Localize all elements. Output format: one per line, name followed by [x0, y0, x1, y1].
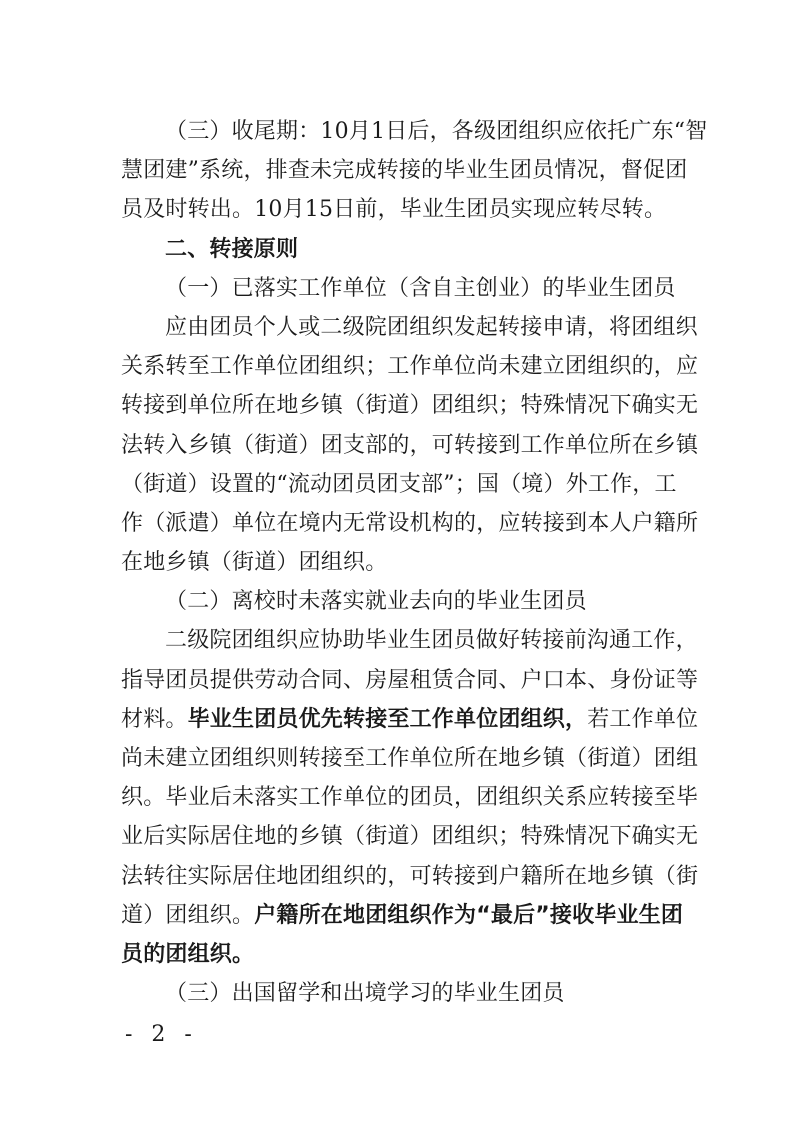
document-body: [121, 112, 708, 1013]
subsection-heading: （三）出国留学和出境学习的毕业生团员: [165, 981, 565, 1007]
text-line: 业后实际居住地的乡镇（街道）团组织；特殊情况下确实无: [121, 824, 699, 850]
text-line: 应由团员个人或二级院团组织发起转接申请，将团组织: [165, 314, 698, 340]
text-span: 材料。: [121, 706, 188, 732]
text-line: 法转往实际居住地团组织的，可转接到户籍所在地乡镇（街: [121, 863, 699, 889]
text-line: 在地乡镇（街道）团组织。: [121, 550, 388, 576]
emphasis-text: 户籍所在地团组织作为“最后”接收毕业生团: [254, 902, 684, 928]
text-line: （街道）设置的“流动团员团支部”；国（境）外工作，工: [121, 471, 677, 497]
text-line-mixed: [121, 896, 686, 935]
subsection-heading: （二）离校时未落实就业去向的毕业生团员: [165, 589, 587, 615]
text-line: 慧团建”系统，排查未完成转接的毕业生团员情况，督促团: [121, 158, 688, 184]
text-span: 道）团组织。: [121, 902, 255, 928]
section-heading: 二、转接原则: [165, 236, 299, 262]
text-line: 二级院团组织应协助毕业生团员做好转接前沟通工作，: [165, 628, 698, 654]
text-line: 指导团员提供劳动合同、房屋租赁合同、户口本、身份证等: [121, 667, 699, 693]
text-line: 转接到单位所在地乡镇（街道）团组织；特殊情况下确实无: [121, 393, 699, 419]
text-line: 作（派遣）单位在境内无常设机构的，应转接到本人户籍所: [121, 510, 699, 536]
text-line: 尚未建立团组织则转接至工作单位所在地乡镇（街道）团组: [121, 746, 699, 771]
text-span: 若工作单位: [587, 706, 699, 732]
text-line: 关系转至工作单位团组织；工作单位尚未建立团组织的，应: [121, 354, 699, 380]
subsection-heading: （一）已落实工作单位（含自主创业）的毕业生团员: [165, 275, 676, 301]
text-line: 法转入乡镇（街道）团支部的，可转接到工作单位所在乡镇: [121, 432, 699, 458]
page-number: - 2 -: [125, 1022, 198, 1047]
text-line: 织。毕业后未落实工作单位的团员，团组织关系应转接至毕: [121, 785, 699, 811]
text-line: 员及时转出。10月15日前，毕业生团员实现应转尽转。: [121, 197, 667, 223]
emphasis-text: 员的团组织。: [121, 941, 255, 967]
emphasis-text: 毕业生团员优先转接至工作单位团组织，: [187, 706, 588, 732]
text-line: （三）收尾期：10月1日后，各级团组织应依托广东“智: [165, 119, 708, 144]
text-line-mixed: [121, 700, 699, 739]
